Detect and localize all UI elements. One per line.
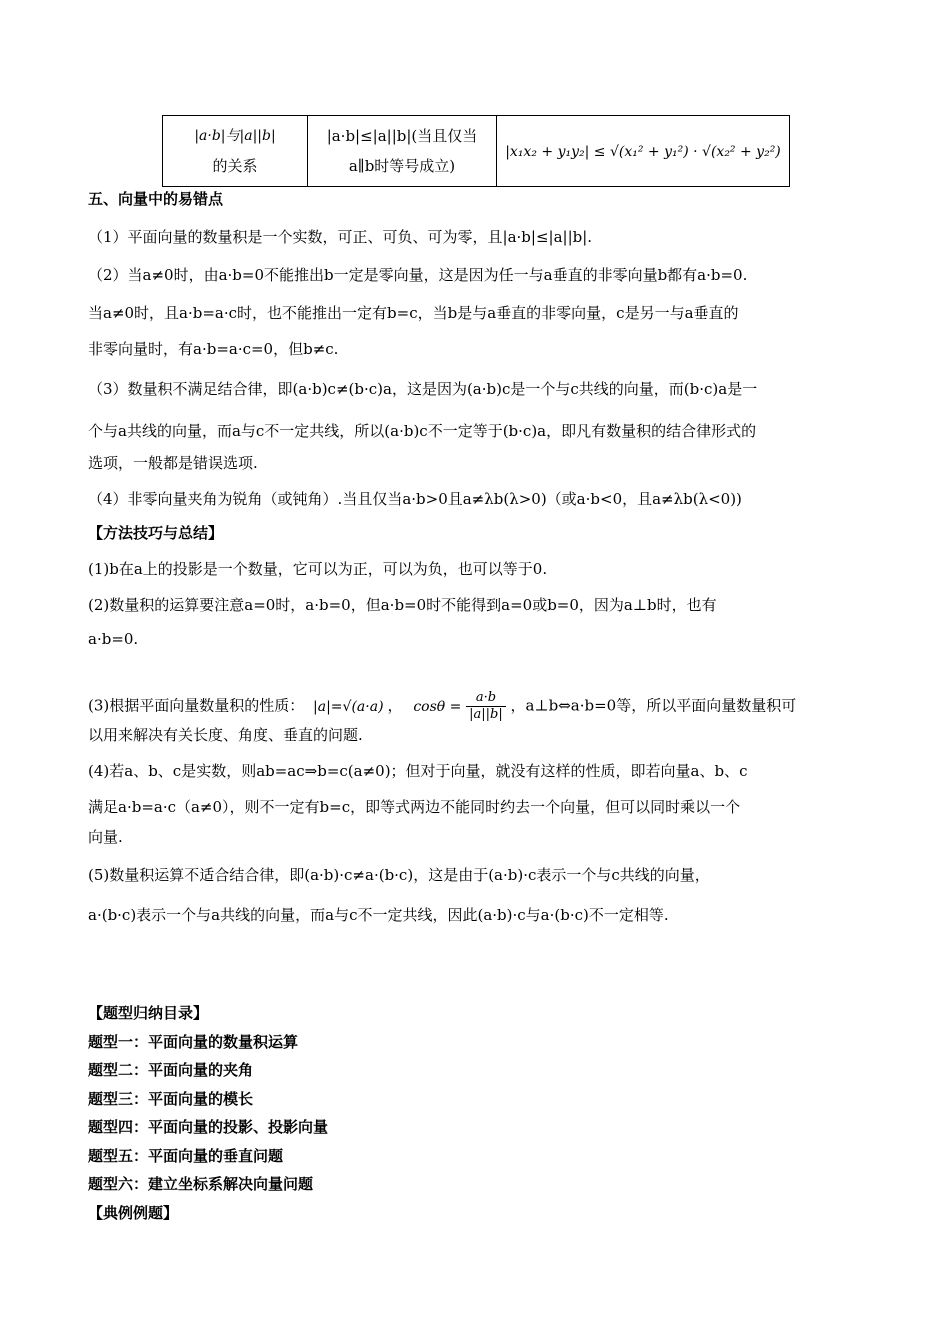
- cos-formula-numerator: a·b: [466, 690, 506, 707]
- method-point-5-line1: (5)数量积运算不适合结合律，即(a·b)·c≠a·(b·c)，这是由于(a·b)·c表示一个与c共线的向量，: [88, 866, 710, 884]
- coordinate-inequality: |x₁x₂ + y₁y₂| ≤ √(x₁² + y₁²) · √(x₂² + y₂²): [505, 143, 781, 160]
- method-3-suffix: ，a⊥b⇔a·b=0等，所以平面向量数量积可: [510, 696, 797, 715]
- error-point-2-line2: 当a≠0时，且a·b=a·c时，也不能推出一定有b=c，当b是与a垂直的非零向量，c是另一与a垂直的: [88, 304, 739, 322]
- method-point-3-line2: 以用来解决有关长度、角度、垂直的问题.: [88, 726, 363, 744]
- method-point-3-line1: (3)根据平面向量数量积的性质： |a|=√(a·a) ， cosθ = $\frac{a\cdot b}{|a||b|}$ ，a⊥b⇔a·b=0等，所以平面向量数量积可: [88, 690, 797, 722]
- method-point-2-line1: (2)数量积的运算要注意a=0时，a·b=0，但a·b=0时不能得到a=0或b=0，因为a⊥b时，也有: [88, 596, 717, 614]
- table-cell-coordinate-form: [497, 116, 790, 187]
- table-cell-inequality-line2: a∥b时等号成立): [348, 157, 456, 175]
- table-cell-label: [163, 116, 308, 187]
- cos-formula-lhs: cosθ =: [413, 698, 462, 715]
- cos-formula-denominator: |a||b|: [469, 707, 503, 722]
- toc-item: 题型五：平面向量的垂直问题: [88, 1147, 284, 1165]
- toc-item: 题型一：平面向量的数量积运算: [88, 1033, 299, 1051]
- toc-item: 题型三：平面向量的模长: [88, 1090, 254, 1108]
- toc-heading: 【题型归纳目录】: [88, 1004, 209, 1022]
- error-point-2-line3: 非零向量时，有a·b=a·c=0，但b≠c.: [88, 340, 339, 358]
- error-point-3-line2: 个与a共线的向量，而a与c不一定共线，所以(a·b)c不一定等于(b·c)a，即凡有数量积的结合律形式的: [88, 422, 757, 440]
- error-point-3-line3: 选项，一般都是错误选项.: [88, 454, 258, 472]
- section-heading-methods: 【方法技巧与总结】: [88, 524, 224, 542]
- error-point-2-line1: （2）当a≠0时，由a·b=0不能推出b一定是零向量，这是因为任一与a垂直的非零向量b都有a·b=0.: [88, 266, 748, 284]
- cos-formula-fraction: [466, 690, 506, 723]
- method-point-4-line2: 满足a·b=a·c（a≠0），则不一定有b=c，即等式两边不能同时约去一个向量，但可以同时乘以一个: [88, 798, 741, 816]
- table-cell-inequality-line1: |a·b|≤|a||b|(当且仅当: [326, 127, 478, 145]
- relation-table: [162, 115, 790, 187]
- error-point-3-line1: （3）数量积不满足结合律，即(a·b)c≠(b·c)a，这是因为(a·b)c是一个与c共线的向量，而(b·c)a是一: [88, 380, 758, 398]
- examples-heading: 【典例例题】: [88, 1204, 179, 1222]
- toc-item: 题型二：平面向量的夹角: [88, 1061, 254, 1079]
- method-point-1: (1)b在a上的投影是一个数量，它可以为正，可以为负，也可以等于0.: [88, 560, 548, 578]
- method-point-4-line1: (4)若a、b、c是实数，则ab=ac⇒b=c(a≠0)；但对于向量，就没有这样的性质，即若向量a、b、c: [88, 762, 748, 780]
- error-point-4: （4）非零向量夹角为锐角（或钝角）.当且仅当a·b>0且a≠λb(λ>0)（或a·b<0，且a≠λb(λ<0)): [88, 490, 742, 508]
- method-point-4-line3: 向量.: [88, 828, 123, 846]
- table-cell-label-line2: 的关系: [212, 157, 258, 175]
- error-point-1: （1）平面向量的数量积是一个实数，可正、可负、可为零，且|a·b|≤|a||b|.: [88, 228, 593, 246]
- method-point-2-line2: a·b=0.: [88, 630, 139, 648]
- method-3-prefix: (3)根据平面向量数量积的性质：: [88, 696, 305, 715]
- table-cell-inequality: [308, 116, 497, 187]
- norm-formula: |a|=√(a·a): [313, 698, 384, 715]
- method-point-5-line2: a·(b·c)表示一个与a共线的向量，而a与c不一定共线，因此(a·b)·c与a·(b·c)不一定相等.: [88, 906, 669, 924]
- table-cell-label-line1: |a·b|与|a||b|: [194, 128, 276, 144]
- toc-item: 题型六：建立坐标系解决向量问题: [88, 1175, 314, 1193]
- toc-item: 题型四：平面向量的投影、投影向量: [88, 1118, 329, 1136]
- section-heading-errors: 五、向量中的易错点: [88, 190, 224, 208]
